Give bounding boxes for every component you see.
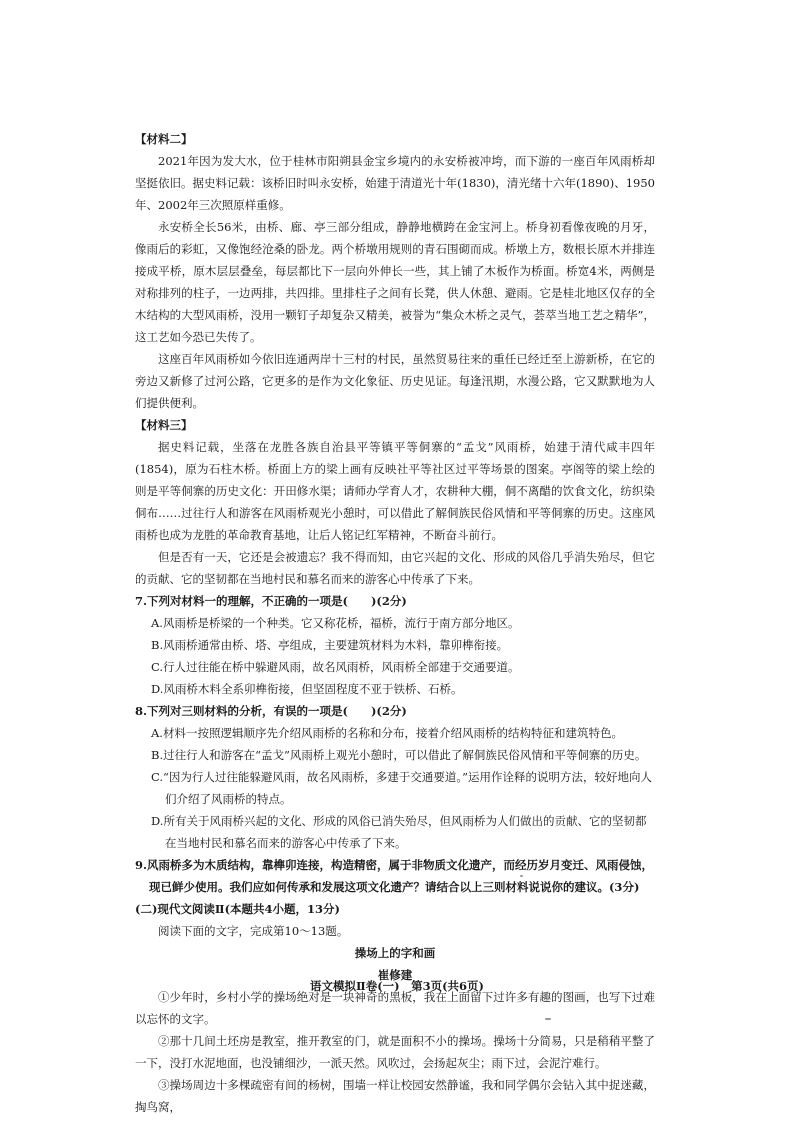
question-7-option-a: A.风雨桥是桥梁的一个种类。它又称花桥，福桥，流行于南方部分地区。	[151, 616, 520, 630]
question-8-option-d: D.所有关于风雨桥兴起的文化、形成的风俗已消失殆尽，但风雨桥为人们做出的贡献、它的坚韧都在当地村民和慕名而来的游客心中传承了下来。	[151, 814, 647, 850]
scan-speck	[545, 1018, 551, 1020]
material3-heading: 【材料三】	[135, 418, 193, 432]
question-7-stem: 7.下列对材料一的理解，不正确的一项是( )(2分)	[135, 594, 407, 608]
question-7-option-d: D.风雨桥木料全系卯榫衔接，但坚固程度不亚于铁桥、石桥。	[151, 682, 463, 696]
question-8-option-c: C.“因为行人过往能躲避风雨，故名风雨桥，多建于交通要道。”运用作诠释的说明方法，较好地向人们介绍了风雨桥的特点。	[151, 770, 653, 806]
page-content	[135, 128, 655, 1118]
essay-paragraph-2: ②那十几间土坯房是教室，推开教室的门，就是面积不小的操场。操场十分简易，只是稍稍平整了一下，没打水泥地面，也没铺细沙，一派天然。风吹过，会扬起灰尘；雨下过，会泥泞难行。	[135, 1034, 655, 1070]
question-8-option-a: A.材料一按照逻辑顺序先介绍风雨桥的名称和分布，接着介绍风雨桥的结构特征和建筑特色。	[151, 726, 623, 740]
essay-paragraph-3: ③操场周边十多棵疏密有间的杨树，围墙一样让校园安然静谧，我和同学偶尔会钻入其中捉迷藏，掏鸟窝，	[135, 1078, 655, 1114]
essay-paragraph-1: ①少年时，乡村小学的操场绝对是一块神奇的黑板，我在上面留下过许多有趣的图画，也写下过难以忘怀的文字。	[135, 990, 655, 1026]
material2-paragraph-2: 永安桥全长56米，由桥、廊、亭三部分组成，静静地横跨在金宝河上。桥身初看像夜晚的月牙，像雨后的彩虹，又像饱经沧桑的卧龙。两个桥墩用规则的青石围砌而成。桥墩上方，数根长原木并排连接成平桥，原木层层叠垒，每层都比下一层向外伸长一些，其上铺了木板作为桥面。桥宽4米，两侧是对称排列的柱子，一边两排，共四排。里排柱子之间有长凳，供人休憩、避雨。它是桂北地区仅存的全木结构的大型风雨桥，没用一颗钉子却复杂又精美，被誉为“集众木桥之灵气，荟萃当地工艺之精华”，这工艺如今恐已失传了。	[135, 220, 655, 344]
question-8-option-b: B.过往行人和游客在“孟戈”风雨桥上观光小憩时，可以借此了解侗族民俗风情和平等侗寨的历史。	[151, 748, 647, 762]
section-2-title: (二)现代文阅读Ⅱ(本题共4小题，13分)	[135, 902, 340, 916]
essay-title: 操场上的字和画	[354, 946, 436, 960]
section-2-instruction: 阅读下面的文字，完成第10～13题。	[158, 924, 349, 938]
essay-author: 崔修建	[377, 968, 413, 982]
question-8-stem: 8.下列对三则材料的分析，有误的一项是( )(2分)	[135, 704, 407, 718]
material3-paragraph-1: 据史料记载，坐落在龙胜各族自治县平等镇平等侗寨的“孟戈”风雨桥，始建于清代咸丰四年(1854)，原为石柱木桥。桥面上方的梁上画有反映社平等社区过平等场景的图案。亭阁等的梁上绘的则是平等侗寨的历史文化：开田修水渠；请师办学育人才，农耕种大棚，侗不离醋的饮食文化，纺织染侗布……过往行人和游客在风雨桥观光小憩时，可以借此了解侗族民俗风情和平等侗寨的历史。这座风雨桥也成为龙胜的革命教育基地，让后人铭记红军精神，不断奋斗前行。	[135, 440, 655, 542]
scan-speck	[520, 875, 523, 877]
material2-paragraph-3: 这座百年风雨桥如今依旧连通两岸十三村的村民，虽然贸易往来的重任已经迁至上游新桥，在它的旁边又新修了过河公路，它更多的是作为文化象征、历史见证。每逢汛期，水漫公路，它又默默地为人们提供便利。	[135, 352, 655, 410]
question-7-option-b: B.风雨桥通常由桥、塔、亭组成，主要建筑材料为木料，靠卯榫衔接。	[151, 638, 509, 652]
material2-heading: 【材料二】	[135, 132, 193, 146]
question-7-option-c: C.行人过往能在桥中躲避风雨，故名风雨桥，风雨桥全部建于交通要道。	[151, 660, 520, 674]
page-footer: 语文模拟Ⅱ卷(一) 第3页(共6页)	[310, 979, 484, 993]
material3-paragraph-2: 但是否有一天，它还是会被遗忘？我不得而知，由它兴起的文化、形成的风俗几乎消失殆尽，但它的贡献、它的坚韧都在当地村民和慕名而来的游客心中传承了下来。	[135, 550, 655, 586]
material2-paragraph-1: 2021年因为发大水，位于桂林市阳朔县金宝乡境内的永安桥被冲垮，而下游的一座百年风雨桥却坚挺依旧。据史料记载：该桥旧时叫永安桥，始建于清道光十年(1830)，清光绪十六年(1890)、1950年、2002年三次照原样重修。	[135, 154, 655, 212]
question-9-stem: 9.风雨桥多为木质结构，靠榫卯连接，构造精密，属于非物质文化遗产，而经历岁月变迁、风雨侵蚀，现已鲜少使用。我们应如何传承和发展这项文化遗产？请结合以上三则材料说说你的建议。(3分)	[135, 858, 653, 894]
